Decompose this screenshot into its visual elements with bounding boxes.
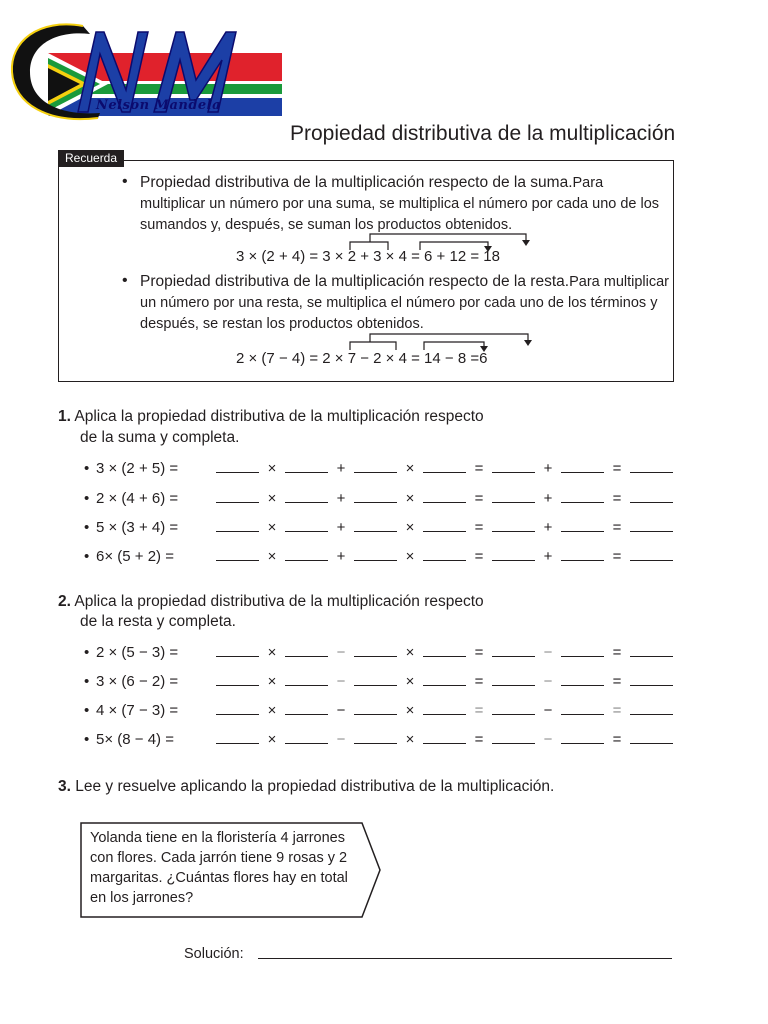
answer-blank[interactable]	[561, 672, 604, 686]
row-expression: 2 × (5 − 3) =	[96, 644, 179, 661]
answer-blank[interactable]	[285, 489, 328, 503]
answer-blank[interactable]	[630, 518, 673, 532]
answer-blank[interactable]	[216, 730, 259, 744]
problem-text: Yolanda tiene en la floristería 4 jarrones con flores. Cada jarrón tiene 9 rosas y 2 margaritas. ¿Cuántas flores hay en total en los jarrones?	[90, 830, 348, 906]
example-suma: 3 × (2 + 4) = 3 × 2 + 3 × 4 = 6 + 12 = 18	[236, 248, 500, 265]
exercise-text: Aplica la propiedad distributiva de la multiplicación respecto	[74, 408, 484, 425]
page-title: Propiedad distributiva de la multiplicación	[290, 122, 676, 145]
exercise-number: 3.	[58, 778, 71, 795]
answer-blank[interactable]	[630, 701, 673, 715]
exercise-2-heading	[58, 591, 484, 612]
answer-blank[interactable]	[423, 643, 466, 657]
bullet-dot: •	[122, 173, 128, 190]
answer-blank[interactable]	[561, 701, 604, 715]
exercise-number: 1.	[58, 408, 71, 425]
row-expression: 4 × (7 − 3) =	[96, 702, 179, 719]
example-resta: 2 × (7 − 4) = 2 × 7 − 2 × 4 = 14 − 8 =6	[236, 350, 488, 367]
row-expression: 5× (8 − 4) =	[96, 731, 174, 748]
answer-blank[interactable]	[561, 730, 604, 744]
exercise-2-row: • 3 × (6 − 2) = × − × = − =	[84, 672, 673, 692]
exercise-1-row: • 6× (5 + 2) = × + × = + =	[84, 547, 673, 567]
answer-blank[interactable]	[354, 730, 397, 744]
row-expression: 2 × (4 + 6) =	[96, 490, 179, 507]
answer-blank[interactable]	[423, 518, 466, 532]
solucion-label: Solución:	[184, 946, 244, 962]
answer-blank[interactable]	[492, 643, 535, 657]
exercise-2-row: • 5× (8 − 4) = × − × = − =	[84, 730, 673, 750]
answer-blank[interactable]	[561, 643, 604, 657]
solucion-answer-line[interactable]	[258, 958, 672, 959]
recuerda-tag: Recuerda	[58, 150, 124, 167]
answer-blank[interactable]	[216, 643, 259, 657]
answer-blank[interactable]	[492, 489, 535, 503]
answer-blank[interactable]	[492, 547, 535, 561]
answer-blank[interactable]	[216, 459, 259, 473]
answer-blank[interactable]	[423, 459, 466, 473]
exercise-2-row: • 2 × (5 − 3) = × − × = − =	[84, 643, 673, 663]
exercise-text: Aplica la propiedad distributiva de la multiplicación respecto	[74, 593, 484, 610]
answer-blank[interactable]	[492, 459, 535, 473]
answer-blank[interactable]	[630, 730, 673, 744]
exercise-1-heading-line2: de la suma y completa.	[80, 429, 240, 446]
exercise-text: Lee y resuelve aplicando la propiedad distributiva de la multiplicación.	[75, 778, 555, 795]
answer-blank[interactable]	[354, 643, 397, 657]
answer-blank[interactable]	[423, 547, 466, 561]
answer-blank[interactable]	[561, 518, 604, 532]
bullet-lead: Propiedad distributiva de la multiplicación respecto de la suma.	[140, 174, 573, 191]
exercise-3-heading	[58, 776, 554, 797]
recuerda-bullet-resta	[140, 271, 670, 335]
answer-blank[interactable]	[285, 518, 328, 532]
answer-blank[interactable]	[561, 547, 604, 561]
answer-blank[interactable]	[492, 730, 535, 744]
answer-blank[interactable]	[354, 547, 397, 561]
bullet-text: Para multiplicar un número por una resta, se multiplica el número por cada uno de los términos y después, se restan los productos obtenidos.	[140, 274, 669, 332]
answer-blank[interactable]	[285, 701, 328, 715]
answer-blank[interactable]	[354, 489, 397, 503]
exercise-2-row: • 4 × (7 − 3) = × − × = − =	[84, 701, 673, 721]
answer-blank[interactable]	[423, 701, 466, 715]
answer-blank[interactable]	[216, 518, 259, 532]
exercise-1-heading	[58, 406, 484, 427]
answer-blank[interactable]	[285, 547, 328, 561]
answer-blank[interactable]	[354, 459, 397, 473]
answer-blank[interactable]	[216, 701, 259, 715]
answer-blank[interactable]	[630, 643, 673, 657]
answer-blank[interactable]	[285, 459, 328, 473]
answer-blank[interactable]	[216, 547, 259, 561]
exercise-1-row: • 2 × (4 + 6) = × + × = + =	[84, 489, 673, 509]
answer-blank[interactable]	[492, 701, 535, 715]
answer-blank[interactable]	[354, 701, 397, 715]
answer-blank[interactable]	[285, 672, 328, 686]
row-expression: 5 × (3 + 4) =	[96, 519, 179, 536]
exercise-1-row: • 3 × (2 + 5) = × + × = + =	[84, 459, 673, 479]
answer-blank[interactable]	[492, 672, 535, 686]
answer-blank[interactable]	[561, 459, 604, 473]
answer-blank[interactable]	[423, 672, 466, 686]
answer-blank[interactable]	[354, 518, 397, 532]
row-expression: 3 × (6 − 2) =	[96, 673, 179, 690]
answer-blank[interactable]	[423, 730, 466, 744]
answer-blank[interactable]	[561, 489, 604, 503]
bullet-text: Para multiplicar un número por una suma, se multiplica el número por cada uno de los sumandos y, después, se suman los productos obtenidos.	[140, 175, 660, 233]
logo-text: Nelson Mandela	[96, 98, 222, 113]
answer-blank[interactable]	[630, 459, 673, 473]
exercise-number: 2.	[58, 593, 71, 610]
answer-blank[interactable]	[630, 672, 673, 686]
answer-blank[interactable]	[354, 672, 397, 686]
row-expression: 6× (5 + 2) =	[96, 548, 174, 565]
distribution-arrows-resta	[340, 330, 540, 352]
answer-blank[interactable]	[492, 518, 535, 532]
answer-blank[interactable]	[285, 643, 328, 657]
answer-blank[interactable]	[630, 547, 673, 561]
bullet-lead: Propiedad distributiva de la multiplicación respecto de la resta.	[140, 273, 570, 290]
answer-blank[interactable]	[216, 672, 259, 686]
bullet-dot: •	[122, 272, 128, 289]
answer-blank[interactable]	[285, 730, 328, 744]
recuerda-bullet-suma	[140, 172, 670, 236]
exercise-1-row: • 5 × (3 + 4) = × + × = + =	[84, 518, 673, 538]
row-expression: 3 × (2 + 5) =	[96, 460, 179, 477]
answer-blank[interactable]	[423, 489, 466, 503]
answer-blank[interactable]	[630, 489, 673, 503]
nelson-mandela-logo	[8, 20, 286, 132]
exercise-2-heading-line2: de la resta y completa.	[80, 613, 236, 630]
answer-blank[interactable]	[216, 489, 259, 503]
